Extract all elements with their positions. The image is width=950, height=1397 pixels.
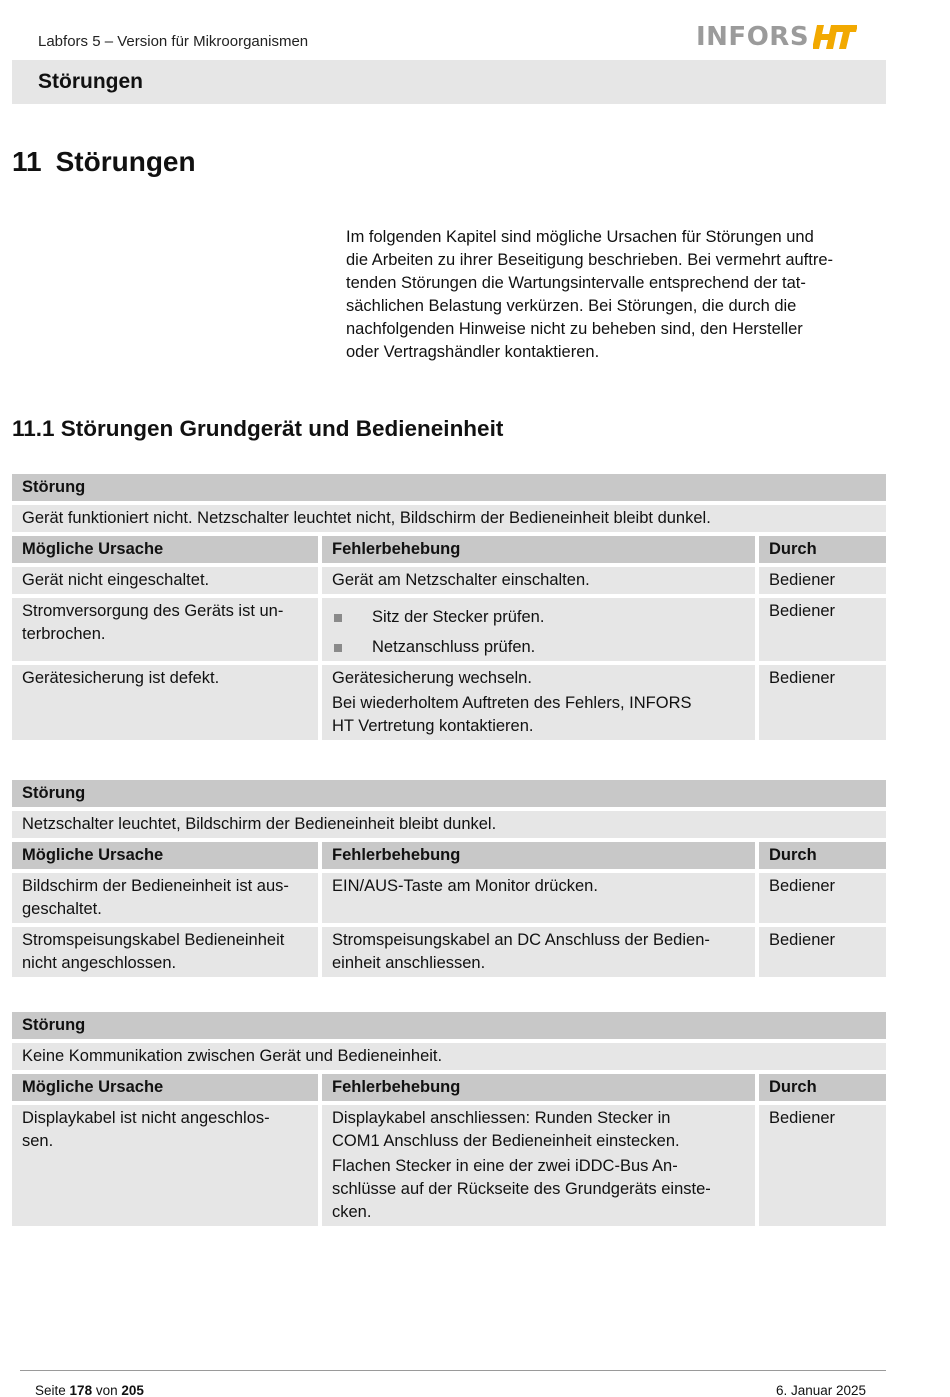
remedy-paragraph	[332, 875, 745, 898]
intro-line: Im folgenden Kapitel sind mögliche Ursachen für Störungen und	[346, 228, 814, 246]
remedy-paragraph	[332, 1107, 745, 1153]
remedy-cell	[322, 598, 755, 661]
intro-line: die Arbeiten zu ihrer Beseitigung beschrieben. Bei vermehrt auftre-	[346, 251, 834, 269]
fault-description: Netzschalter leuchtet, Bildschirm der Bedieneinheit bleibt dunkel.	[12, 811, 886, 838]
intro-paragraph	[346, 226, 886, 364]
responsible-cell: Bediener	[759, 567, 886, 594]
intro-line: tenden Störungen die Wartungsintervalle entsprechend der tat-	[346, 274, 806, 292]
fault-table	[12, 474, 886, 744]
fault-table	[12, 780, 886, 981]
cause-line: Bildschirm der Bedieneinheit ist aus-	[22, 877, 289, 895]
chapter-number: 11	[12, 146, 42, 177]
column-header: Mögliche Ursache	[12, 842, 318, 869]
page-prefix: Seite	[35, 1383, 66, 1397]
remedy-paragraph	[332, 569, 745, 592]
remedy-line: COM1 Anschluss der Bedieneinheit einstecken.	[332, 1132, 680, 1150]
cause-cell	[12, 567, 318, 594]
logo-wordmark: INFORS	[696, 22, 810, 52]
table-header-row	[12, 1074, 886, 1101]
fault-table	[12, 1012, 886, 1230]
column-header: Durch	[759, 1074, 886, 1101]
remedy-paragraph	[332, 692, 745, 738]
fault-label: Störung	[12, 474, 886, 501]
cause-line: Displaykabel ist nicht angeschlos-	[22, 1109, 270, 1127]
remedy-line: Flachen Stecker in eine der zwei iDDC-Bus An-	[332, 1157, 678, 1175]
remedy-cell	[322, 1105, 755, 1226]
cause-line: Gerät nicht eingeschaltet.	[22, 571, 210, 589]
section-header-band	[12, 60, 886, 104]
cause-line: Stromspeisungskabel Bedieneinheit	[22, 931, 285, 949]
remedy-line: einheit anschliessen.	[332, 954, 486, 972]
intro-line: oder Vertragshändler kontaktieren.	[346, 343, 600, 361]
remedy-line: Displaykabel anschliessen: Runden Stecker in	[332, 1109, 671, 1127]
cause-line: Gerätesicherung ist defekt.	[22, 669, 220, 687]
column-header: Durch	[759, 842, 886, 869]
page-number	[35, 1383, 144, 1397]
fault-label: Störung	[12, 1012, 886, 1039]
column-header: Mögliche Ursache	[12, 1074, 318, 1101]
remedy-cell	[322, 873, 755, 923]
remedy-line: cken.	[332, 1203, 372, 1221]
cause-cell	[12, 927, 318, 977]
remedy-paragraph	[332, 929, 745, 975]
cause-cell	[12, 598, 318, 661]
remedy-cell	[322, 927, 755, 977]
document-date: 6. Januar 2025	[776, 1383, 867, 1397]
page-current: 178	[69, 1383, 93, 1397]
remedy-line: HT Vertretung kontaktieren.	[332, 717, 534, 735]
infors-ht-logo	[696, 22, 857, 52]
column-header: Durch	[759, 536, 886, 563]
column-header: Fehlerbehebung	[322, 536, 755, 563]
remedy-line: EIN/AUS-Taste am Monitor drücken.	[332, 877, 598, 895]
table-header-row	[12, 536, 886, 563]
cause-line: nicht angeschlossen.	[22, 954, 177, 972]
fault-description: Keine Kommunikation zwischen Gerät und Bedieneinheit.	[12, 1043, 886, 1070]
bullet-item: Sitz der Stecker prüfen.	[332, 606, 745, 629]
chapter-title	[12, 146, 196, 178]
cause-cell	[12, 1105, 318, 1226]
cause-line: Stromversorgung des Geräts ist un-	[22, 602, 284, 620]
column-header: Fehlerbehebung	[322, 1074, 755, 1101]
responsible-cell: Bediener	[759, 598, 886, 661]
bullet-item: Netzanschluss prüfen.	[332, 636, 745, 659]
responsible-cell: Bediener	[759, 927, 886, 977]
responsible-cell: Bediener	[759, 665, 886, 740]
table-row	[12, 927, 886, 977]
ht-logo-icon	[813, 24, 857, 50]
remedy-cell	[322, 567, 755, 594]
remedy-line: schlüsse auf der Rückseite des Grundgeräts einste-	[332, 1180, 711, 1198]
table-header-row	[12, 842, 886, 869]
remedy-line: Stromspeisungskabel an DC Anschluss der Bedien-	[332, 931, 710, 949]
remedy-paragraph	[332, 667, 745, 690]
table-row	[12, 567, 886, 594]
column-header: Mögliche Ursache	[12, 536, 318, 563]
cause-cell	[12, 873, 318, 923]
table-row	[12, 1105, 886, 1226]
document-title: Labfors 5 – Version für Mikroorganismen	[38, 33, 309, 50]
remedy-paragraph	[332, 1155, 745, 1224]
intro-line: sächlichen Belastung verkürzen. Bei Störungen, die durch die	[346, 297, 797, 315]
intro-line: nachfolgenden Hinweise nicht zu beheben sind, den Hersteller	[346, 320, 803, 338]
fault-label: Störung	[12, 780, 886, 807]
footer-divider	[20, 1370, 886, 1371]
subsection-title: 11.1 Störungen Grundgerät und Bedieneinheit	[12, 416, 504, 441]
responsible-cell: Bediener	[759, 1105, 886, 1226]
remedy-line: Gerätesicherung wechseln.	[332, 669, 532, 687]
page-total: 205	[121, 1383, 144, 1397]
responsible-cell: Bediener	[759, 873, 886, 923]
table-row	[12, 665, 886, 740]
table-row	[12, 598, 886, 661]
cause-line: geschaltet.	[22, 900, 102, 918]
cause-line: sen.	[22, 1132, 54, 1150]
page-separator: von	[95, 1383, 118, 1397]
cause-line: terbrochen.	[22, 625, 106, 643]
remedy-line: Bei wiederholtem Auftreten des Fehlers, INFORS	[332, 694, 692, 712]
cause-cell	[12, 665, 318, 740]
chapter-heading: Störungen	[55, 146, 196, 177]
fault-description: Gerät funktioniert nicht. Netzschalter leuchtet nicht, Bildschirm der Bedieneinheit bleibt dunkel.	[12, 505, 886, 532]
column-header: Fehlerbehebung	[322, 842, 755, 869]
table-row	[12, 873, 886, 923]
section-label: Störungen	[38, 70, 143, 93]
remedy-line: Gerät am Netzschalter einschalten.	[332, 571, 590, 589]
remedy-cell	[322, 665, 755, 740]
